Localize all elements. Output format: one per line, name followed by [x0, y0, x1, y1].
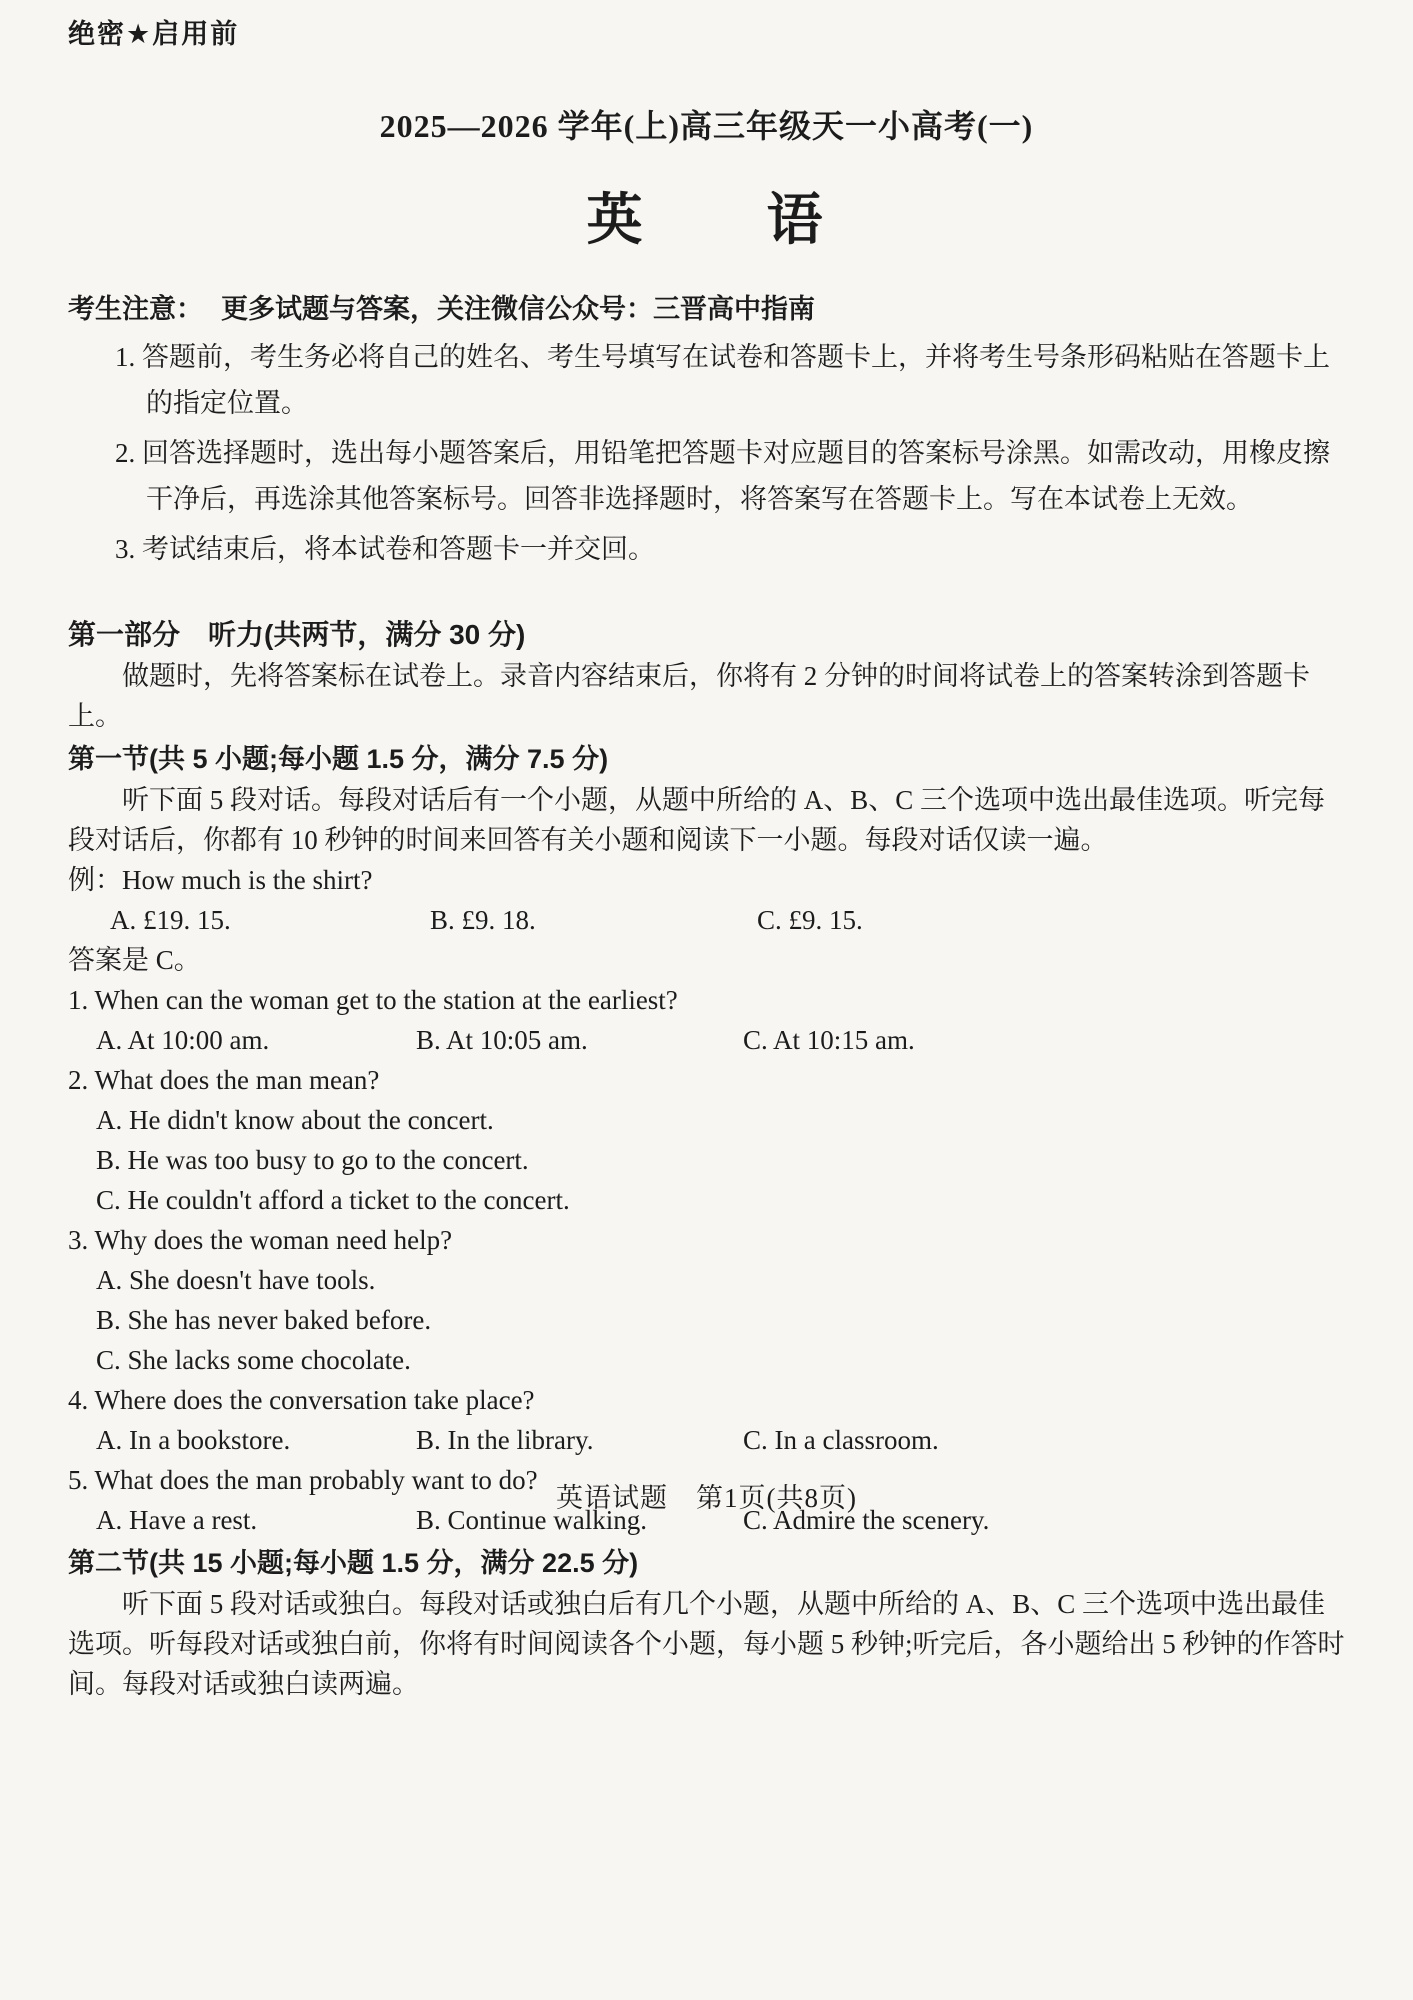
question-5-option-a: A. Have a rest. [96, 1505, 258, 1535]
example-option-c: C. £9. 15. [757, 905, 863, 935]
example-answer: 答案是 C。 [68, 945, 201, 975]
question-3-option-a: A. She doesn't have tools. [96, 1265, 376, 1295]
notice-item-3: 3. 考试结束后，将本试卷和答题卡一并交回。 [115, 534, 655, 564]
example-option-b: B. £9. 18. [430, 905, 536, 935]
question-5-option-c: C. Admire the scenery. [743, 1505, 990, 1535]
example-question-text: 例：How much is the shirt? [68, 865, 373, 895]
question-4-option-a: A. In a bookstore. [96, 1425, 291, 1455]
notice-section [68, 288, 1345, 572]
question-1-option-c: C. At 10:15 am. [743, 1025, 915, 1055]
question-5-text: 5. What does the man probably want to do? [68, 1465, 538, 1495]
question-3-option-b: B. She has never baked before. [96, 1305, 432, 1335]
section2-heading: 第二节(共 15 小题;每小题 1.5 分，满分 22.5 分) [68, 1548, 639, 1578]
notice-label: 考生注意： [68, 294, 203, 324]
question-3 [68, 1220, 1345, 1380]
section1-instructions: 听下面 5 段对话。每段对话后有一个小题，从题中所给的 A、B、C 三个选项中选出最佳选项。听完每段对话后，你都有 10 秒钟的时间来回答有关小题和阅读下一小题。每段对话仅读一遍。 [68, 785, 1326, 855]
question-1-option-b: B. At 10:05 am. [416, 1025, 588, 1055]
question-5-option-b: B. Continue walking. [416, 1505, 647, 1535]
notice-intro: 更多试题与答案，关注微信公众号：三晋高中指南 [221, 294, 815, 324]
part1-heading: 第一部分 听力(共两节，满分 30 分) [68, 619, 526, 650]
question-4-option-b: B. In the library. [416, 1425, 594, 1455]
question-2 [68, 1060, 1345, 1220]
section1-heading: 第一节(共 5 小题;每小题 1.5 分，满分 7.5 分) [68, 744, 609, 774]
question-1-option-a: A. At 10:00 am. [96, 1025, 270, 1055]
question-1-text: 1. When can the woman get to the station at the earliest? [68, 985, 678, 1015]
notice-item-1: 1. 答题前，考生务必将自己的姓名、考生号填写在试卷和答题卡上，并将考生号条形码粘贴在答题卡上的指定位置。 [115, 342, 1330, 418]
question-4 [68, 1380, 1345, 1460]
part1-instructions: 做题时，先将答案标在试卷上。录音内容结束后，你将有 2 分钟的时间将试卷上的答案转涂到答题卡上。 [68, 661, 1310, 731]
question-2-option-c: C. He couldn't afford a ticket to the concert. [96, 1185, 570, 1215]
example-question [68, 860, 1345, 980]
classification-label: 绝密★启用前 [68, 19, 240, 49]
question-1-options [68, 1020, 1345, 1060]
question-3-option-c: C. She lacks some chocolate. [96, 1345, 411, 1375]
section2-instructions: 听下面 5 段对话或独白。每段对话或独白后有几个小题，从题中所给的 A、B、C 三个选项中选出最佳选项。听每段对话或独白前，你将有时间阅读各个小题，每小题 5 秒钟;听完后，各小题给出 5 秒钟的作答时间。每段对话或独白读两遍。 [68, 1589, 1345, 1699]
question-4-text: 4. Where does the conversation take place? [68, 1385, 535, 1415]
question-4-options [68, 1420, 1345, 1460]
subject-title: 英 语 [586, 190, 827, 252]
notice-head [68, 288, 1345, 330]
example-options [68, 900, 1345, 940]
example-option-a: A. £19. 15. [110, 905, 231, 935]
notice-item-2: 2. 回答选择题时，选出每小题答案后，用铅笔把答题卡对应题目的答案标号涂黑。如需改动，用橡皮擦干净后，再选涂其他答案标号。回答非选择题时，将答案写在答题卡上。写在本试卷上无效。 [115, 438, 1330, 514]
question-4-option-c: C. In a classroom. [743, 1425, 939, 1455]
question-2-text: 2. What does the man mean? [68, 1065, 380, 1095]
page-footer: 英语试题 第1页(共8页) [556, 1483, 857, 1513]
exam-title: 2025—2026 学年(上)高三年级天一小高考(一) [379, 108, 1034, 144]
question-1 [68, 980, 1345, 1060]
question-2-option-a: A. He didn't know about the concert. [96, 1105, 494, 1135]
question-2-option-b: B. He was too busy to go to the concert. [96, 1145, 529, 1175]
question-3-text: 3. Why does the woman need help? [68, 1225, 453, 1255]
